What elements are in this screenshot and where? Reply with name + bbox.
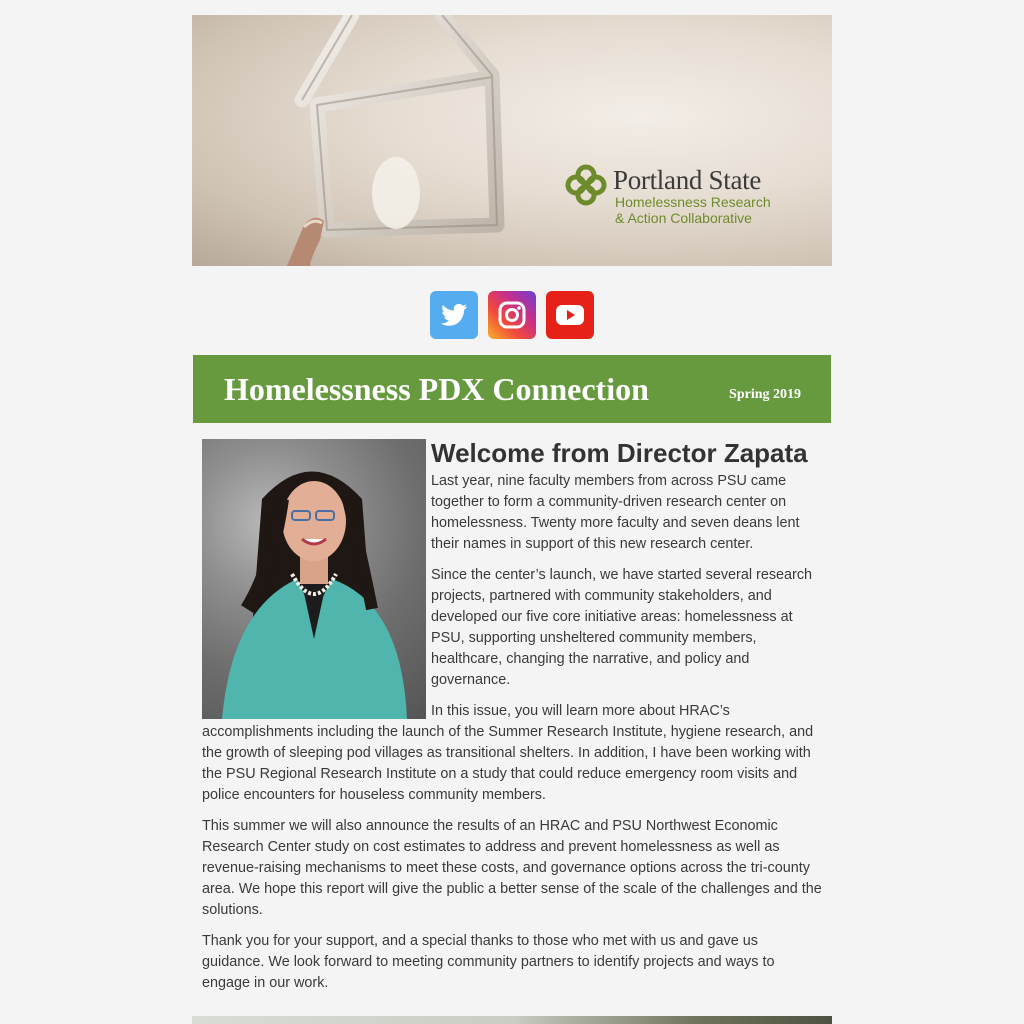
article-paragraph-1: Last year, nine faculty members from across PSU came together to form a community-driven research center on homelessness. Twenty more faculty and seven deans lent their names in support of this new research center. [431,473,800,552]
welcome-article [202,439,822,1004]
director-photo [202,439,426,719]
twitter-icon[interactable] [430,291,478,339]
youtube-icon[interactable] [546,291,594,339]
article-paragraph-4: This summer we will also announce the results of an HRAC and PSU Northwest Economic Research Center study on cost estimates to address and prevent homelessness as well as revenue-raising mechanisms to meet these costs, and governance options across the tri-county area. We hope this report will give the public a better sense of the scale of the challenges and the solutions. [202,818,822,918]
logo-line-action-collaborative: & Action Collaborative [615,210,752,226]
newsletter-title-bar [193,355,831,423]
logo-line-portland-state: Portland State [613,165,762,195]
logo-line-homelessness-research: Homelessness Research [615,194,771,210]
psu-hrac-logo [565,160,805,230]
newsletter-title: Homelessness PDX Connection [224,371,649,407]
article-heading: Welcome from Director Zapata [431,438,808,468]
article-paragraph-5: Thank you for your support, and a special thanks to those who met with us and gave us guidance. We look forward to meeting community partners to identify projects and ways to engage in our work. [202,933,775,991]
instagram-icon[interactable] [488,291,536,339]
article-paragraph-3: In this issue, you will learn more about HRAC’s accomplishments including the launch of the Summer Research Institute, hygiene research, and the growth of sleeping pod villages as transitional shelters. In addition, I have been working with the PSU Regional Research Institute on a study that could reduce emergency room visits and police encounters for houseless community members. [202,703,814,803]
header-banner [192,15,832,266]
psu-logo-icon [565,164,607,206]
portrait-image [202,439,426,719]
next-section-image [192,1016,832,1024]
article-paragraph-2: Since the center’s launch, we have started several research projects, partnered with community stakeholders, and developed our five core initiative areas: homelessness at PSU, supporting unsheltered community members, healthcare, changing the narrative, and policy and governance. [431,567,813,688]
newsletter-issue: Spring 2019 [729,387,801,402]
